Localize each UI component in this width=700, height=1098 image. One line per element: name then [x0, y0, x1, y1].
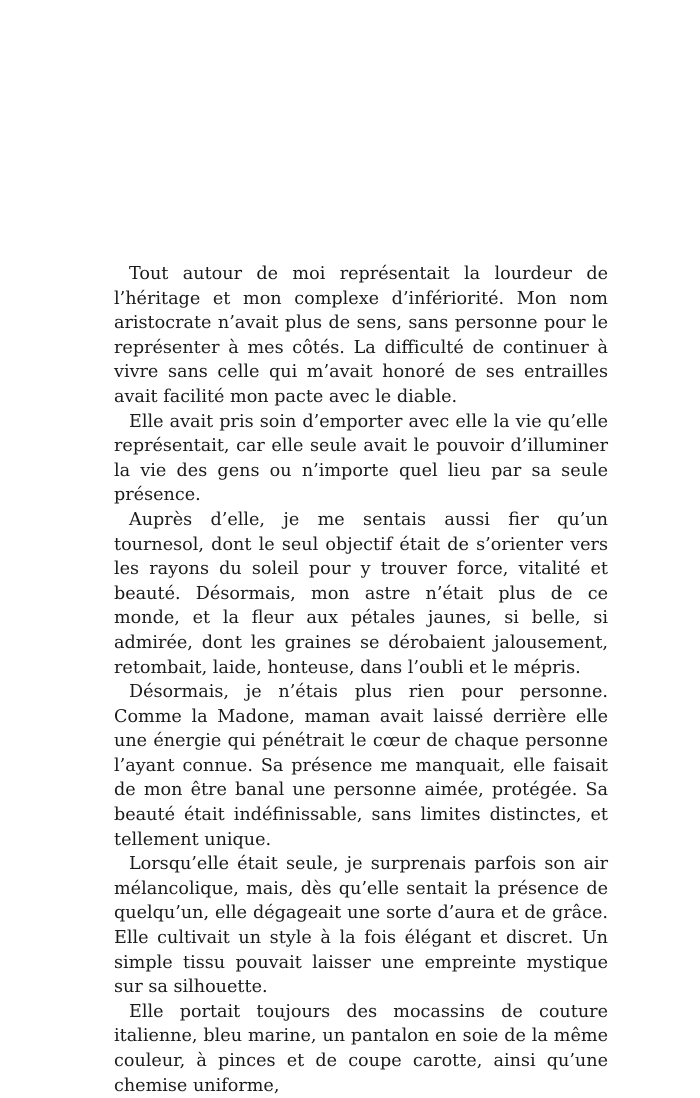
body-text: [114, 262, 608, 1098]
paragraph-5: Lorsqu’elle était seule, je surprenais parfois son air mélancolique, mais, dès qu’elle sentait la présence de quelqu’un, elle dégageait une sorte d’aura et de grâce. Elle cultivait un style à la fois élégant et discret. Un simple tissu pouvait laisser une empreinte mystique sur sa silhouette.: [114, 854, 608, 998]
paragraph-4: Désormais, je n’étais plus rien pour personne. Comme la Madone, maman avait laissé derrière elle une énergie qui pénétrait le cœur de chaque personne l’ayant connue. Sa présence me manquait, elle faisait de mon être banal une personne aimée, protégée. Sa beauté était indéfinissable, sans limites distinctes, et tellement unique.: [114, 682, 608, 850]
paragraph-2: Elle avait pris soin d’emporter avec elle la vie qu’elle représentait, car elle seule avait le pouvoir d’illuminer la vie des gens ou n’importe quel lieu par sa seule présence.: [114, 411, 608, 506]
paragraph-6: Elle portait toujours des mocassins de couture italienne, bleu marine, un pantalon en soie de la même couleur, à pinces et de coupe carotte, ainsi qu’une chemise uniforme,: [114, 1001, 608, 1096]
paragraph-1: Tout autour de moi représentait la lourdeur de l’héritage et mon complexe d’infériorité. Mon nom aristocrate n’avait plus de sens, sans personne pour le représenter à mes côtés. La difficulté de continuer à vivre sans celle qui m’avait honoré de ses entrailles avait facilité mon pacte avec le diable.: [114, 264, 608, 407]
paragraph-3: Auprès d’elle, je me sentais aussi fier qu’un tournesol, dont le seul objectif était de s’orienter vers les rayons du soleil pour y trouver force, vitalité et beauté. Désormais, mon astre n’était plus de ce monde, et la fleur aux pétales jaunes, si belle, si admirée, dont les graines se dérobaient jalousement, retombait, laide, honteuse, dans l’oubli et le mépris.: [114, 509, 608, 678]
